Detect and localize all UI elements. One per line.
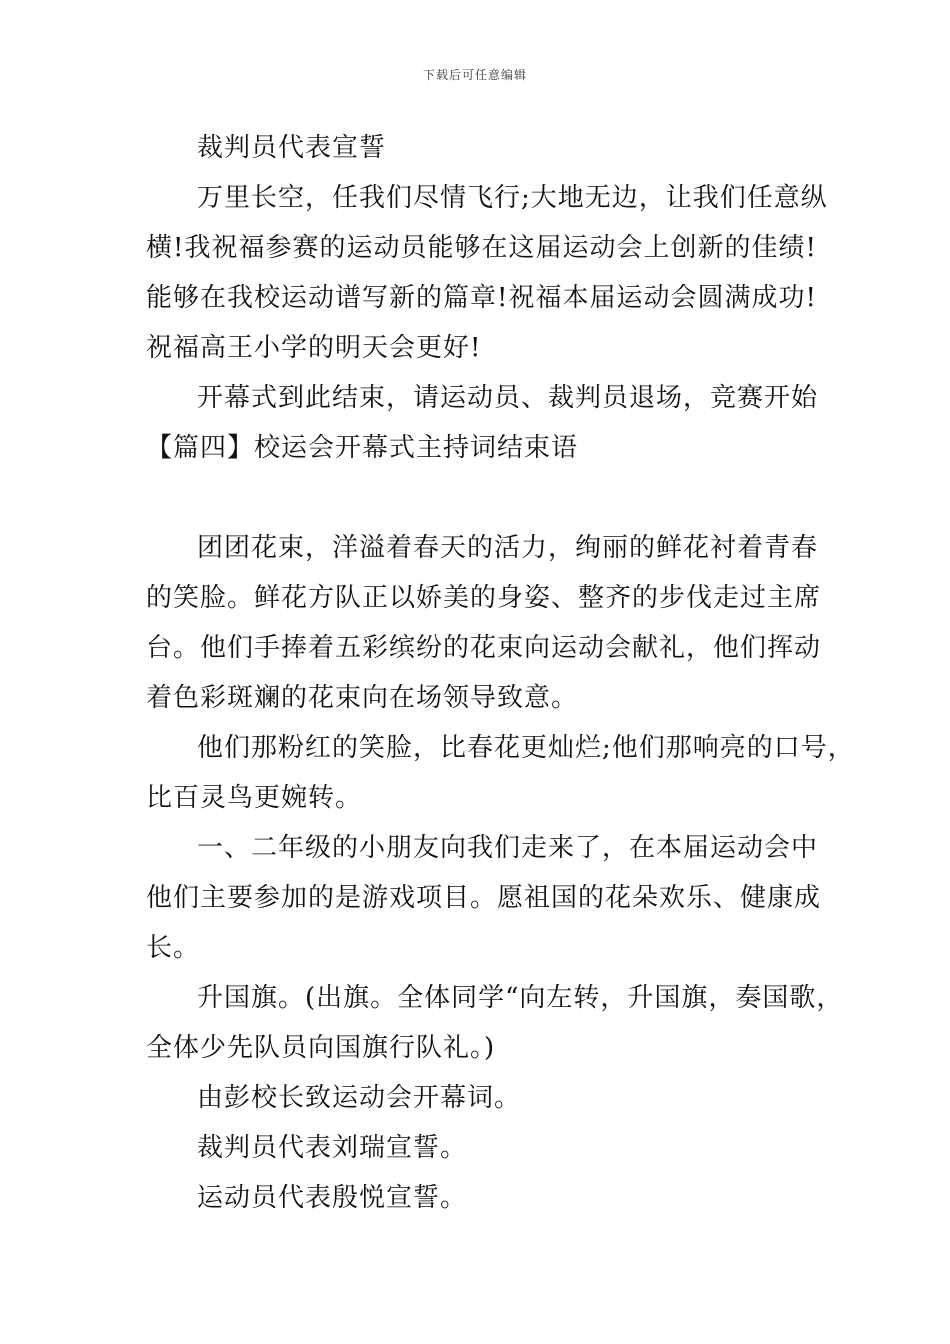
paragraph-line: 能够在我校运动谱写新的篇章!祝福本届运动会圆满成功! <box>146 283 817 313</box>
paragraph-line: 台。他们手捧着五彩缤纷的花束向运动会献礼，他们挥动 <box>146 633 822 663</box>
paragraph-line: 他们主要参加的是游戏项目。愿祖国的花朵欢乐、健康成 <box>146 883 822 913</box>
paragraph-line: 开幕式到此结束，请运动员、裁判员退场，竞赛开始 <box>197 383 819 413</box>
paragraph-line: 升国旗。(出旗。全体同学“向左转，升国旗，奏国歌， <box>197 983 844 1013</box>
paragraph-line: 长。 <box>146 933 201 963</box>
paragraph-line: 团团花束，洋溢着春天的活力，绚丽的鲜花衬着青春 <box>197 533 819 563</box>
paragraph-line: 的笑脸。鲜花方队正以娇美的身姿、整齐的步伐走过主席 <box>146 583 822 613</box>
paragraph-line: 全体少先队员向国旗行队礼。) <box>146 1033 496 1063</box>
paragraph-line: 裁判员代表刘瑞宣誓。 <box>197 1133 468 1163</box>
paragraph-line: 裁判员代表宣誓 <box>197 133 387 163</box>
section-heading: 【篇四】校运会开幕式主持词结束语 <box>146 433 579 463</box>
paragraph-line: 万里长空，任我们尽情飞行;大地无边，让我们任意纵 <box>197 183 828 213</box>
paragraph-line: 运动员代表殷悦宣誓。 <box>197 1183 468 1213</box>
paragraph-line: 由彭校长致运动会开幕词。 <box>197 1083 522 1113</box>
paragraph-line: 横!我祝福参赛的运动员能够在这届运动会上创新的佳绩! <box>146 233 817 263</box>
paragraph-line: 着色彩斑斓的花束向在场领导致意。 <box>146 683 579 713</box>
paragraph-line: 他们那粉红的笑脸，比春花更灿烂;他们那响亮的口号， <box>197 733 855 763</box>
page-header-note: 下载后可任意编辑 <box>422 68 527 82</box>
paragraph-line: 一、二年级的小朋友向我们走来了，在本届运动会中 <box>197 833 819 863</box>
paragraph-line: 比百灵鸟更婉转。 <box>146 783 363 813</box>
paragraph-line: 祝福高王小学的明天会更好! <box>146 333 482 363</box>
